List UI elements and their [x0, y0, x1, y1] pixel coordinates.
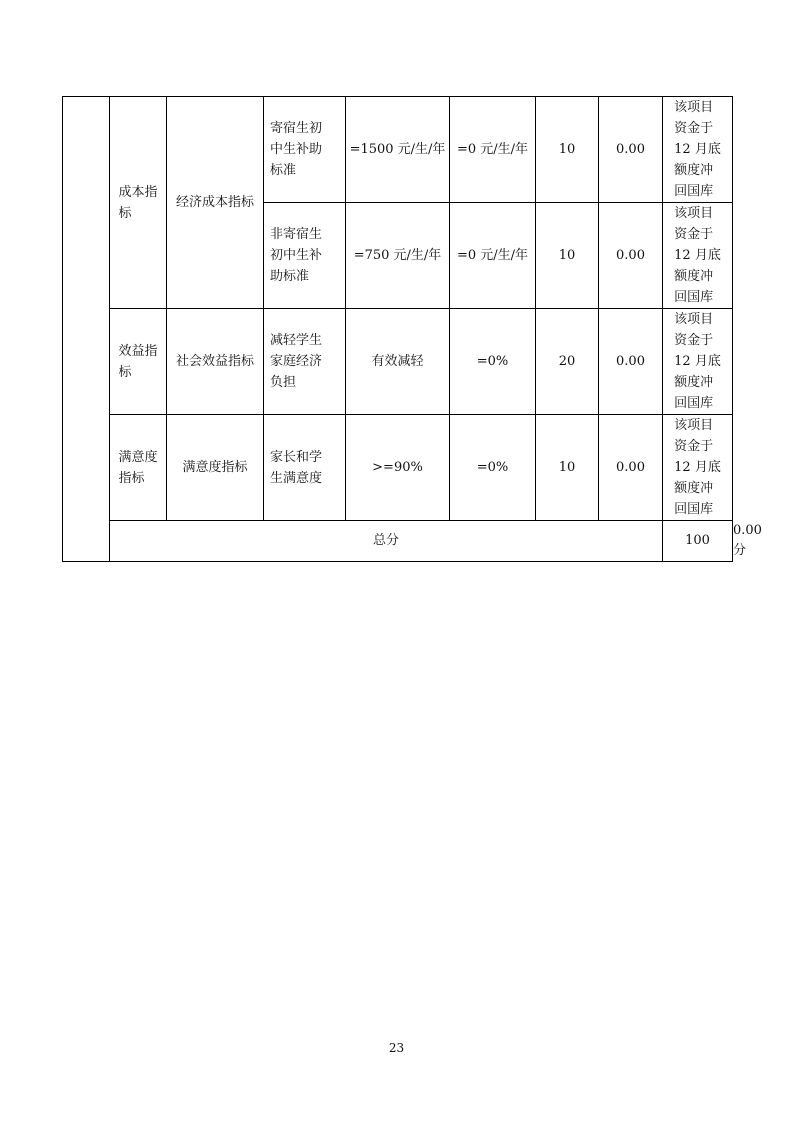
category-cell: 效益指 标	[110, 309, 167, 415]
actual-cell: =0%	[450, 309, 536, 415]
table-row	[63, 97, 733, 203]
weight-cell: 10	[536, 203, 599, 309]
indicator-cell: 寄宿生初 中生补助 标准	[264, 97, 346, 203]
indicator-cell: 非寄宿生 初中生补 助标准	[264, 203, 346, 309]
performance-table	[62, 96, 762, 562]
category-cell: 满意度 指标	[110, 415, 167, 521]
total-row: 总分 100 0.00 分	[63, 521, 733, 562]
first-level-indicator-cell	[63, 97, 110, 562]
score-cell: 0.00	[599, 97, 663, 203]
indicator-cell: 家长和学 生满意度	[264, 415, 346, 521]
actual-cell: =0 元/生/年	[450, 97, 536, 203]
weight-cell: 10	[536, 415, 599, 521]
score-cell: 0.00	[599, 415, 663, 521]
target-cell: =1500 元/生/年	[346, 97, 450, 203]
target-cell: =750 元/生/年	[346, 203, 450, 309]
score-cell: 0.00	[599, 309, 663, 415]
subcategory-cell: 经济成本指标	[167, 97, 264, 309]
subcategory-cell: 满意度指标	[167, 415, 264, 521]
indicator-cell: 减轻学生 家庭经济 负担	[264, 309, 346, 415]
subcategory-cell: 社会效益指标	[167, 309, 264, 415]
note-cell: 该项目 资金于 12 月底 额度冲 回国库	[663, 415, 733, 521]
table-row	[63, 415, 733, 521]
actual-cell: =0%	[450, 415, 536, 521]
note-cell: 该项目 资金于 12 月底 额度冲 回国库	[663, 309, 733, 415]
target-cell: >=90%	[346, 415, 450, 521]
note-cell: 该项目 资金于 12 月底 额度冲 回国库	[663, 97, 733, 203]
actual-cell: =0 元/生/年	[450, 203, 536, 309]
target-cell: 有效减轻	[346, 309, 450, 415]
note-cell: 该项目 资金于 12 月底 额度冲 回国库	[663, 203, 733, 309]
table-row	[63, 309, 733, 415]
score-cell: 0.00	[599, 203, 663, 309]
category-cell: 成本指 标	[110, 97, 167, 309]
weight-cell: 20	[536, 309, 599, 415]
total-label: 总分	[110, 521, 663, 562]
page-number: 23	[388, 1041, 405, 1055]
weight-cell: 10	[536, 97, 599, 203]
total-weight: 100	[663, 521, 733, 562]
